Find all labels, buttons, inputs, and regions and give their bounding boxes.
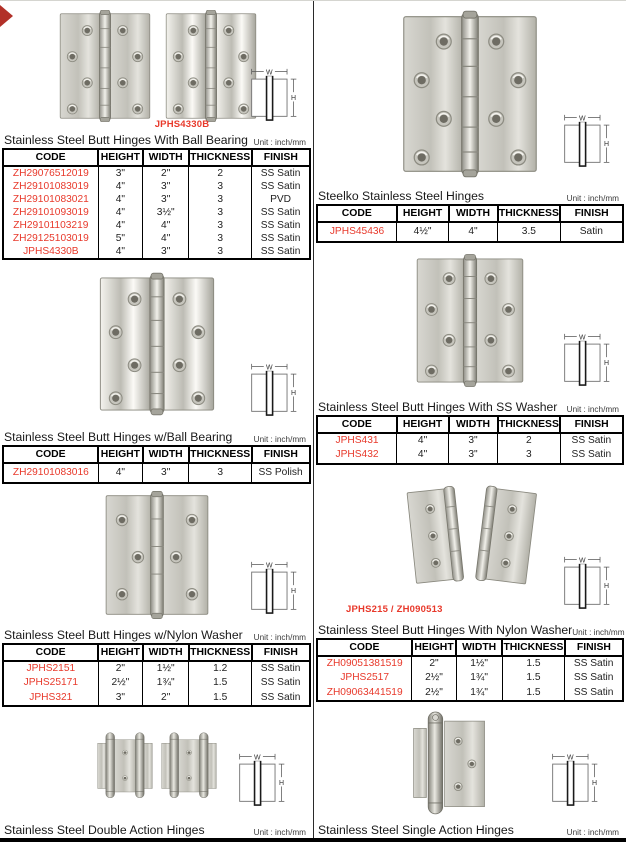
header-row [3,446,310,463]
photo-area-ball-bearing [2,1,311,131]
spec-cell: 1¾" [456,686,502,702]
column-header: CODE [3,149,98,166]
spec-cell: 3" [449,448,498,464]
dimension-diagram [235,750,289,808]
table-row [3,206,310,219]
unit-label: Unit : inch/mm [253,632,306,642]
product-code-caption: JPHS4330B [154,119,210,130]
table-row [3,676,310,691]
table-row [3,166,310,180]
unit-label: Unit : inch/mm [566,404,619,414]
spec-cell: PVD [252,193,310,206]
column-header: THICKNESS [502,639,565,656]
column-header: WIDTH [143,149,189,166]
svg-text:W: W [579,115,586,123]
section-title-row [2,131,311,147]
product-code: JPHS321 [3,691,98,707]
photo-group [56,10,258,122]
section-title: Stainless Steel Double Action Hinges [4,823,205,837]
dimension-diagram [247,558,301,616]
svg-text:W: W [579,556,586,564]
spec-cell: 3 [189,219,252,232]
unit-label: Unit : inch/mm [253,435,306,444]
spec-table [2,643,311,708]
hinge-photo [96,714,154,816]
column-header: WIDTH [456,639,502,656]
section-title-row [316,187,624,203]
section-title-row [316,398,624,414]
unit-label: Unit : inch/mm [572,627,625,637]
product-code: ZH09063441519 [317,686,412,702]
spec-cell: 3" [98,166,143,180]
table-row [3,661,310,677]
table-row [317,448,623,464]
column-header: THICKNESS [498,416,561,433]
spec-cell: SS Satin [252,245,310,259]
header-row [3,149,310,166]
photo-group [401,7,539,181]
spec-cell: 3 [189,245,252,259]
column-header: WIDTH [143,446,189,463]
hinge-photo [104,490,210,620]
spec-cell: 2½" [412,671,456,686]
dimension-diagram [247,65,301,123]
photo-group [96,714,218,816]
column-header: HEIGHT [98,644,143,661]
spec-cell: 3" [143,463,189,483]
two-column-layout [0,1,626,838]
product-code: ZH29076512019 [3,166,98,180]
table-row [3,193,310,206]
section-title: Stainless Steel Butt Hinges With SS Washer [318,399,558,414]
column-header: WIDTH [143,644,189,661]
spec-table [316,638,624,703]
svg-text:H: H [604,359,610,367]
section-title-row [2,822,311,837]
dimension-diagram [247,360,301,418]
spec-cell: SS Satin [252,206,310,219]
unit-label: Unit : inch/mm [253,828,306,837]
spec-cell: SS Satin [252,219,310,232]
column-header: FINISH [252,446,310,463]
column-header: CODE [317,639,412,656]
product-code: JPHS4330B [3,245,98,259]
table-row [3,180,310,193]
spec-cell: Satin [560,222,623,242]
svg-text:H: H [604,582,610,590]
column-header: HEIGHT [98,446,143,463]
product-code: JPHS2151 [3,661,98,677]
spec-table [2,148,311,260]
column-header: CODE [317,205,397,222]
dimension-diagram [560,330,614,388]
spec-cell: SS Polish [252,463,310,483]
spec-cell: SS Satin [252,661,310,677]
spec-cell: 4" [98,193,143,206]
spec-cell: 3 [189,463,252,483]
column-header: WIDTH [449,205,498,222]
section-title: Stainless Steel Butt Hinges With Nylon Washer [318,622,573,637]
svg-text:W: W [266,69,273,77]
spec-cell: SS Satin [560,448,623,464]
header-row [317,639,623,656]
hinge-photo [56,10,154,122]
photo-group [402,487,538,585]
spec-cell: 3 [189,206,252,219]
spec-cell: 3" [98,691,143,707]
spec-cell: 4" [143,219,189,232]
spec-cell: SS Satin [565,686,623,702]
photo-area-single-action [316,702,624,822]
spec-cell: 1.2 [189,661,252,677]
spec-cell: 3" [449,433,498,449]
spec-cell: 1.5 [502,671,565,686]
spec-cell: 4" [98,219,143,232]
spec-cell: 3 [189,193,252,206]
unit-label: Unit : inch/mm [253,138,306,147]
table-row [317,671,623,686]
table-row [317,656,623,672]
header-row [3,644,310,661]
svg-text:H: H [604,141,610,149]
product-code: JPHS25171 [3,676,98,691]
table-row [317,686,623,702]
column-header: THICKNESS [189,644,252,661]
table-row [317,433,623,449]
spec-cell: 4½" [397,222,449,242]
section-title: Stainless Steel Butt Hinges w/Ball Bearing [4,430,233,444]
section-title: Stainless Steel Butt Hinges w/Nylon Washer [4,627,243,642]
spec-cell: SS Satin [560,433,623,449]
spec-cell: 1¾" [143,676,189,691]
svg-text:W: W [266,364,273,372]
product-code: ZH29101083016 [3,463,98,483]
spec-cell: 3.5 [498,222,561,242]
column-header: HEIGHT [412,639,456,656]
product-code: ZH29101093019 [3,206,98,219]
photo-area-ball-bearing-polish [2,260,311,428]
spec-cell: SS Satin [252,691,310,707]
product-code: ZH29101083021 [3,193,98,206]
section-title-row [2,626,311,642]
table-row [3,463,310,483]
page-footer-bar [0,838,626,842]
photo-group [415,248,525,393]
svg-text:H: H [592,780,598,788]
spec-cell: 1.5 [502,686,565,702]
spec-table [316,415,624,465]
section-title-row [2,428,311,444]
column-header: THICKNESS [189,446,252,463]
spec-cell: 4" [143,232,189,245]
left-column [0,1,313,838]
hinge-photo [410,710,490,815]
spec-cell: SS Satin [252,676,310,691]
spec-table [316,204,624,243]
svg-text:W: W [266,561,273,569]
svg-text:H: H [291,390,297,398]
spec-cell: 2" [98,661,143,677]
section-title-row [316,822,624,837]
spec-cell: 2" [143,166,189,180]
table-row [3,232,310,245]
right-column [313,1,626,838]
dimension-diagram [560,553,614,611]
column-header: WIDTH [449,416,498,433]
photo-group [410,710,490,815]
spec-cell: 2" [143,691,189,707]
table-row [317,222,623,242]
spec-cell: 1.5 [189,691,252,707]
spec-cell: 3½" [143,206,189,219]
product-code: JPHS431 [317,433,397,449]
spec-cell: SS Satin [252,232,310,245]
spec-cell: 1.5 [502,656,565,672]
spec-cell: 3 [189,232,252,245]
svg-text:H: H [291,587,297,595]
spec-cell: 5" [98,232,143,245]
product-code: ZH29101103219 [3,219,98,232]
hinge-photo [160,714,218,816]
section-title: Stainless Steel Butt Hinges With Ball Bearing [4,133,248,147]
photo-area-nylon-washer-right [316,465,624,621]
spec-cell: 2½" [98,676,143,691]
spec-cell: 4" [98,206,143,219]
spec-cell: 4" [449,222,498,242]
spec-cell: SS Satin [252,180,310,193]
table-row [3,245,310,259]
spec-cell: 2" [412,656,456,672]
product-code: ZH09051381519 [317,656,412,672]
photo-group [104,490,210,620]
hinge-photo [164,10,258,122]
column-header: HEIGHT [397,205,449,222]
spec-table [2,445,311,484]
column-header: FINISH [560,416,623,433]
spec-cell: 3 [189,180,252,193]
spec-cell: 2½" [412,686,456,702]
hinge-photo [472,483,543,588]
spec-cell: 1½" [143,661,189,677]
spec-cell: 2 [189,166,252,180]
product-code: ZH29101083019 [3,180,98,193]
spec-cell: 3" [143,193,189,206]
spec-cell: SS Satin [252,166,310,180]
photo-area-nylon-washer [2,484,311,626]
column-header: THICKNESS [189,149,252,166]
hinge-photo [397,484,467,588]
column-header: CODE [317,416,397,433]
photo-group [98,266,216,422]
dimension-diagram [548,750,602,808]
spec-cell: 3" [143,180,189,193]
spec-cell: 4" [98,245,143,259]
svg-text:H: H [279,780,285,788]
svg-text:H: H [291,95,297,103]
spec-cell: 4" [98,463,143,483]
unit-label: Unit : inch/mm [566,828,619,837]
spec-cell: 1.5 [189,676,252,691]
spec-cell: 4" [397,448,449,464]
spec-cell: 3" [143,245,189,259]
product-code: ZH29125103019 [3,232,98,245]
spec-cell: SS Satin [565,671,623,686]
header-row [317,416,623,433]
section-title: Steelko Stainless Steel Hinges [318,189,484,203]
svg-text:W: W [254,754,261,762]
column-header: FINISH [252,644,310,661]
spec-cell: 1½" [456,656,502,672]
dimension-diagram [560,111,614,169]
column-header: THICKNESS [498,205,561,222]
spec-cell: 4" [397,433,449,449]
table-row [3,691,310,707]
hinge-photo [98,266,216,422]
spec-cell: 4" [98,180,143,193]
column-header: FINISH [560,205,623,222]
product-code: JPHS432 [317,448,397,464]
product-code: JPHS2517 [317,671,412,686]
spec-cell: 1¾" [456,671,502,686]
header-row [317,205,623,222]
column-header: HEIGHT [397,416,449,433]
column-header: FINISH [565,639,623,656]
product-code: JPHS45436 [317,222,397,242]
spec-cell: 3 [498,448,561,464]
unit-label: Unit : inch/mm [566,194,619,203]
spec-cell: 2 [498,433,561,449]
column-header: CODE [3,446,98,463]
photo-area-double-action [2,707,311,822]
photo-area-ss-washer [316,243,624,398]
svg-text:W: W [579,333,586,341]
photo-area-steelko [316,1,624,187]
column-header: FINISH [252,149,310,166]
column-header: CODE [3,644,98,661]
section-title: Stainless Steel Single Action Hinges [318,823,514,837]
section-title-row [316,621,624,637]
hinge-photo [401,7,539,181]
spec-cell: SS Satin [565,656,623,672]
table-row [3,219,310,232]
svg-text:W: W [567,754,574,762]
hinge-photo [415,248,525,393]
column-header: HEIGHT [98,149,143,166]
product-code-caption: JPHS215 / ZH090513 [346,603,443,615]
